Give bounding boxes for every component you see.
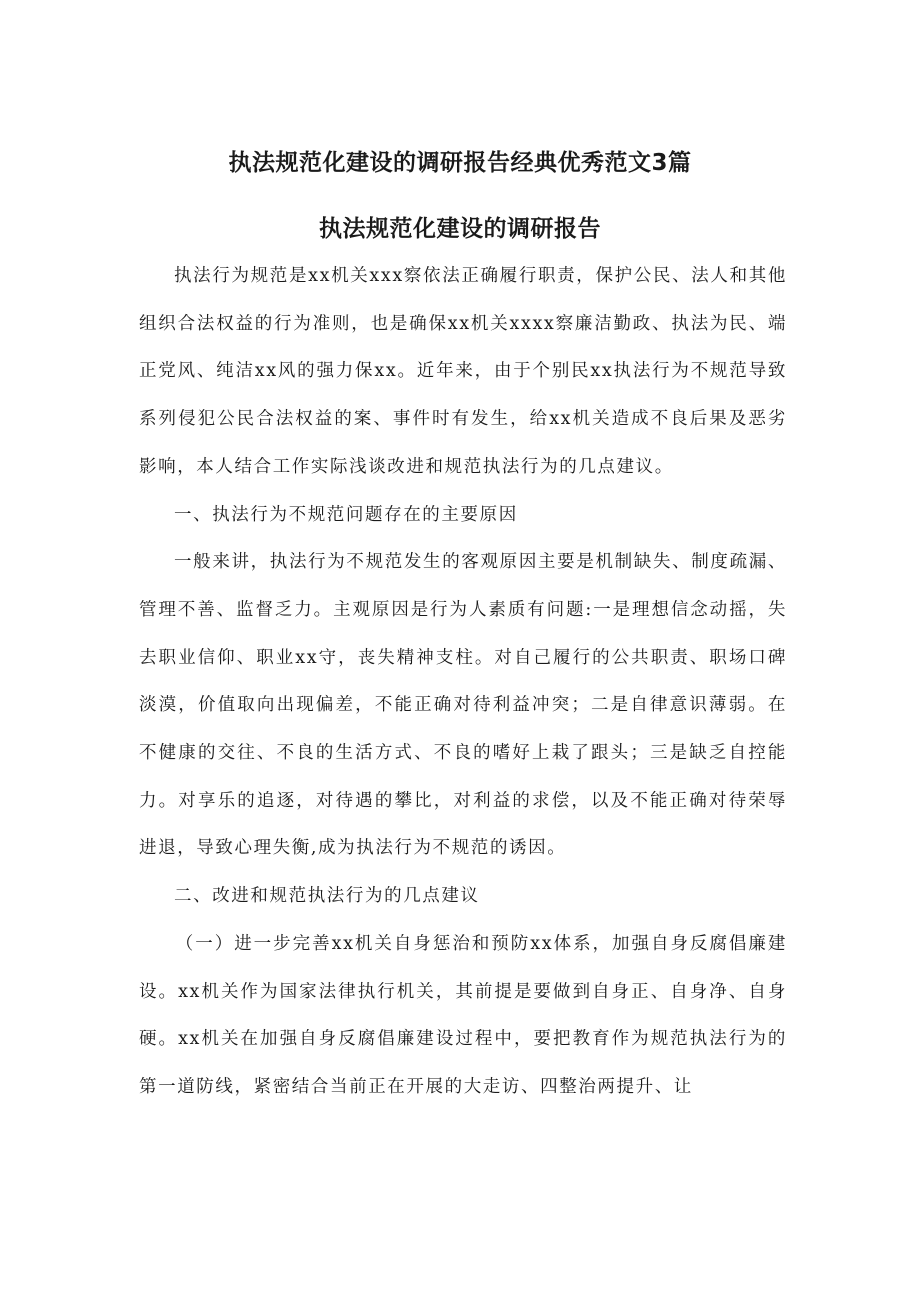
intro-paragraph: 执法行为规范是xx机关xxx察依法正确履行职责，保护公民、法人和其他组织合法权益的行为准则，也是确保xx机关xxxx察廉洁勤政、执法为民、端正党风、纯洁xx风的强力保xx。近年来，由于个别民xx执法行为不规范导致系列侵犯公民合法权益的案、事件时有发生，给xx机关造成不良后果及恶劣影响，本人结合工作实际浅谈改进和规范执法行为的几点建议。	[139, 266, 787, 477]
section-heading-2: 二、改进和规范执法行为的几点建议	[174, 886, 480, 907]
document-body	[139, 253, 787, 1112]
document-subtitle: 执法规范化建设的调研报告	[319, 216, 601, 242]
section-heading-1: 一、执法行为不规范问题存在的主要原因	[174, 504, 518, 525]
document-title: 执法规范化建设的调研报告经典优秀范文3篇	[228, 150, 692, 176]
section-1-paragraph: 一般来讲，执法行为不规范发生的客观原因主要是机制缺失、制度疏漏、管理不善、监督乏力。主观原因是行为人素质有问题:一是理想信念动摇，失去职业信仰、职业xx守，丧失精神支柱。对自己履行的公共职责、职场口碑淡漠，价值取向出现偏差，不能正确对待利益冲突；二是自律意识薄弱。在不健康的交往、不良的生活方式、不良的嗜好上栽了跟头；三是缺乏自控能力。对享乐的追逐，对待遇的攀比，对利益的求偿，以及不能正确对待荣辱进退，导致心理失衡,成为执法行为不规范的诱因。	[139, 552, 787, 859]
section-2-paragraph: （一）进一步完善xx机关自身惩治和预防xx体系，加强自身反腐倡廉建设。xx机关作为国家法律执行机关，其前提是要做到自身正、自身净、自身硬。xx机关在加强自身反腐倡廉建设过程中，要把教育作为规范执法行为的第一道防线，紧密结合当前正在开展的大走访、四整治两提升、让	[139, 933, 787, 1097]
